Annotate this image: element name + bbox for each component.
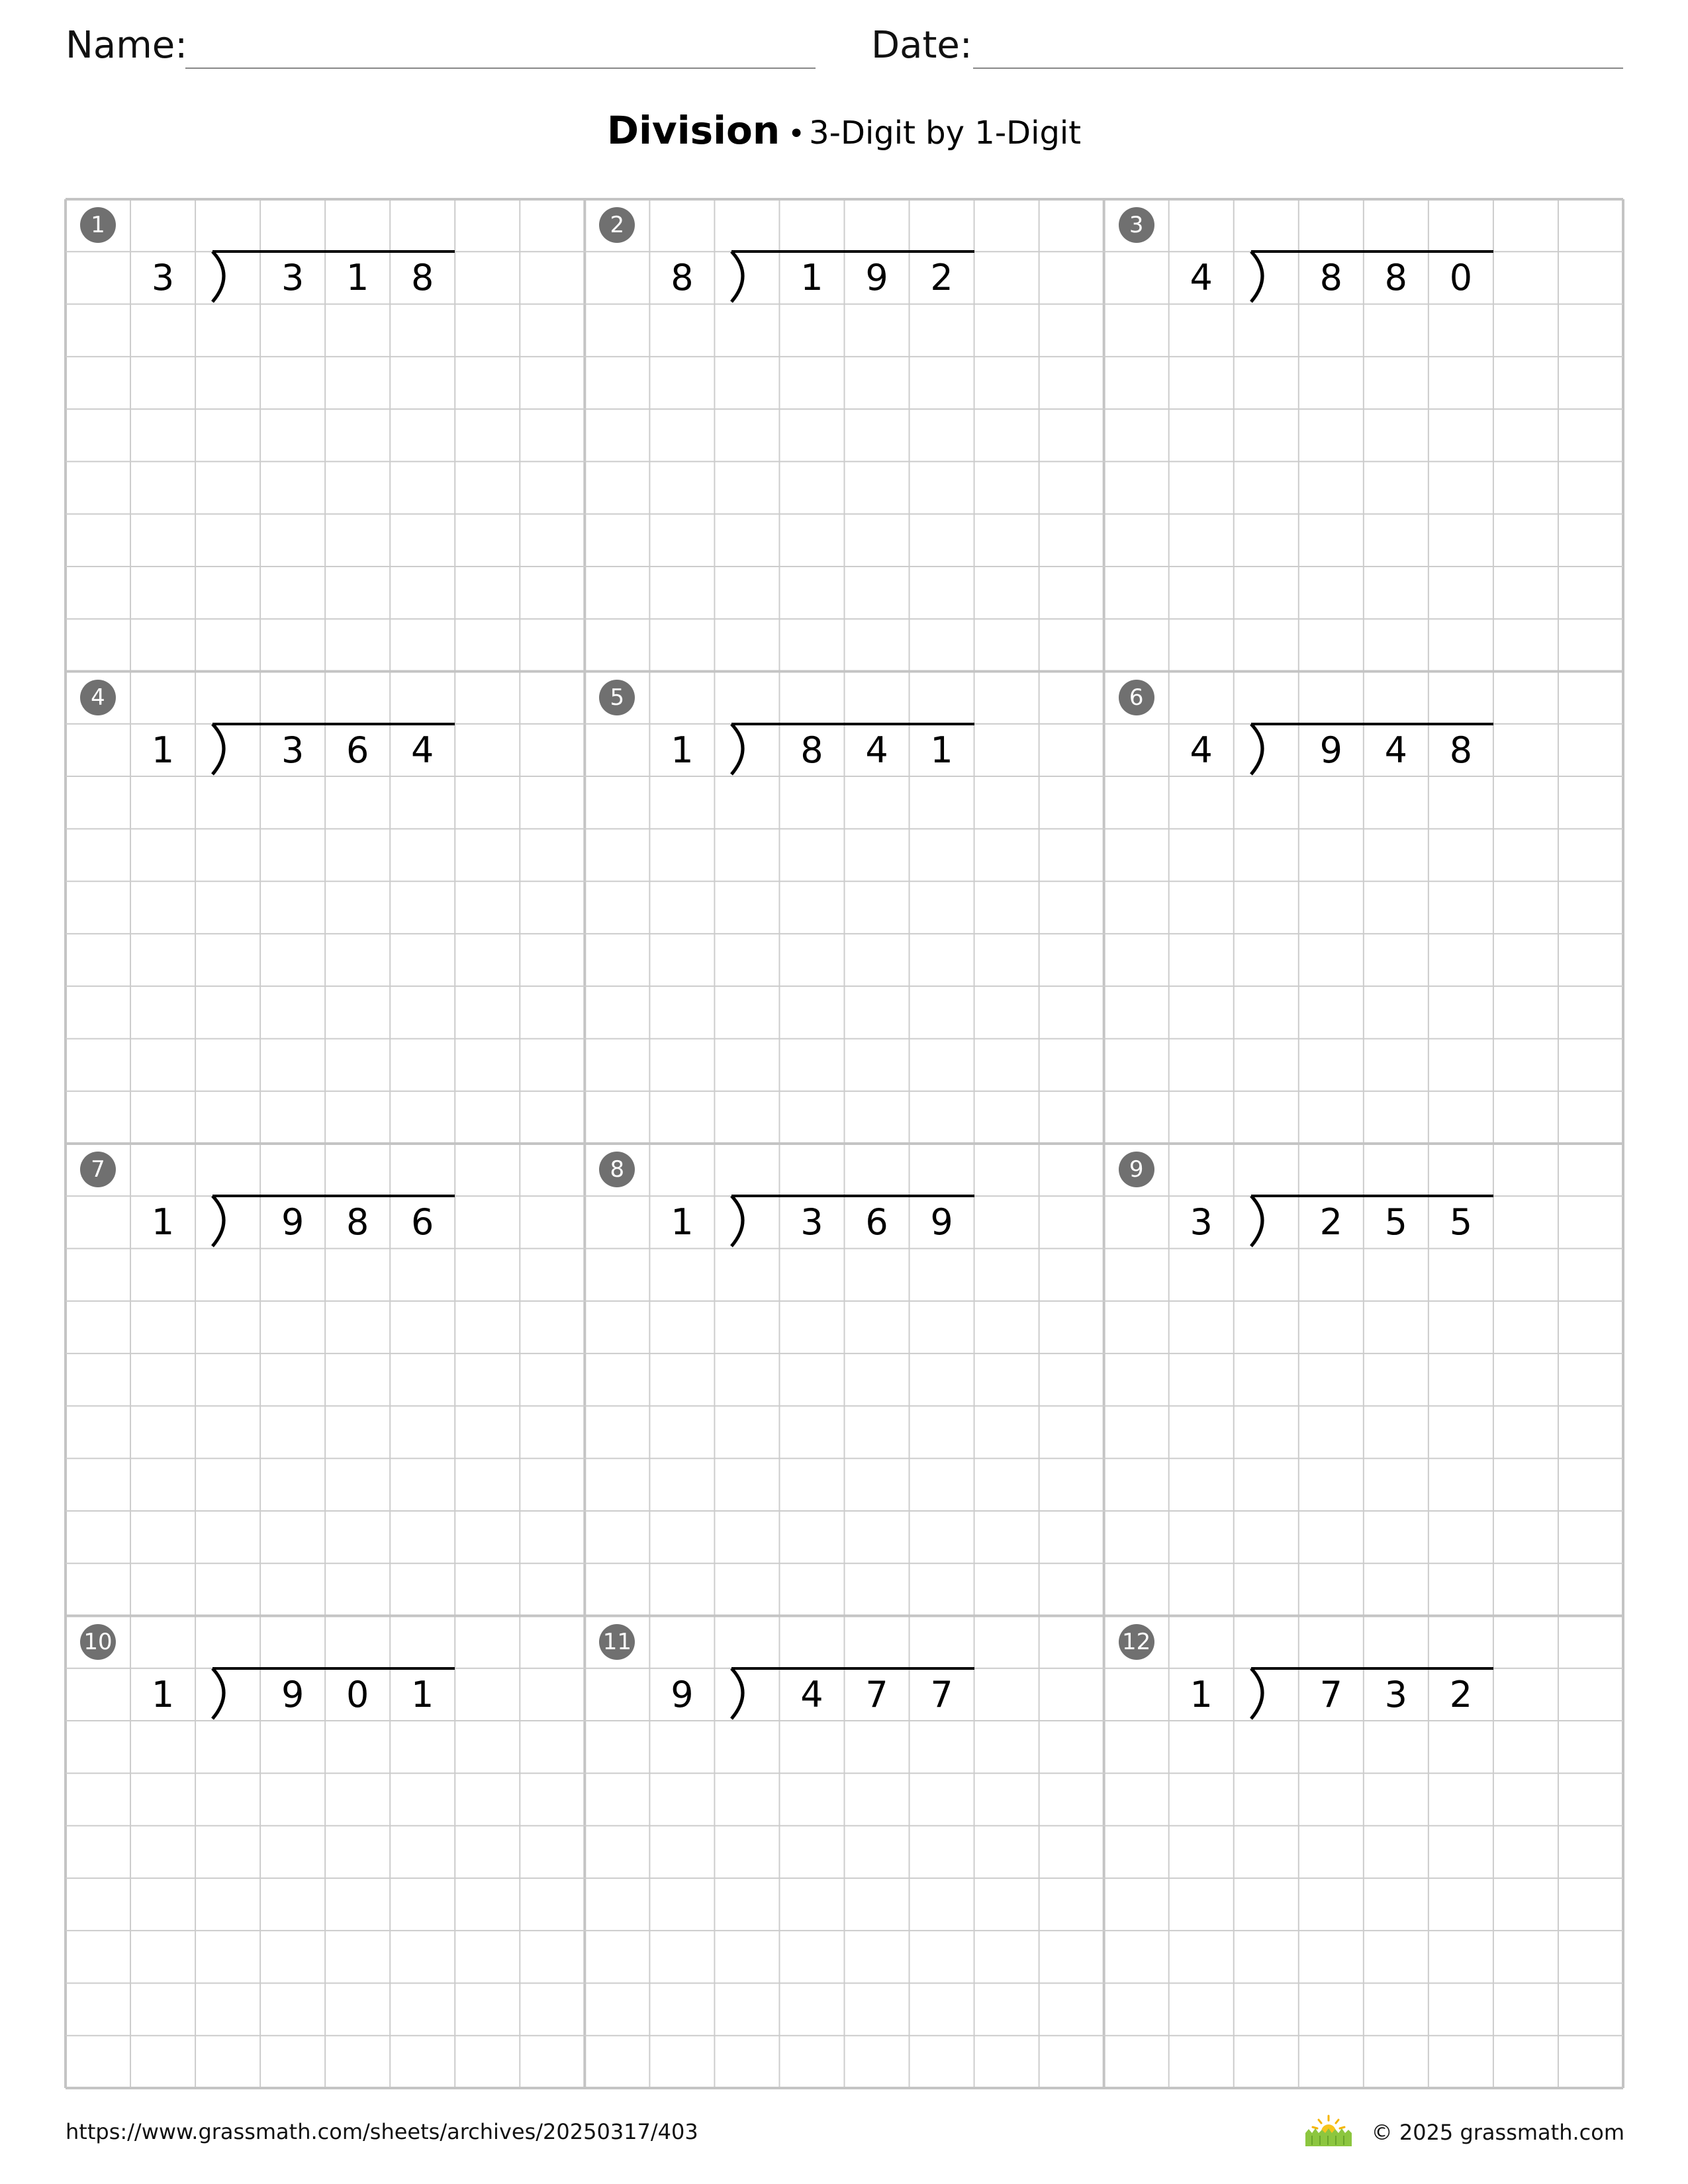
divisor: 1 xyxy=(671,1201,694,1244)
dividend-digit: 1 xyxy=(346,257,369,299)
dividend-digit: 4 xyxy=(865,729,888,771)
dividend-digit: 9 xyxy=(281,1201,305,1244)
problem-number-badge: 6 xyxy=(1119,680,1154,715)
title-main: Division xyxy=(606,108,780,153)
division-vinculum xyxy=(212,250,455,253)
division-bracket-icon xyxy=(1247,246,1287,306)
division-bracket-icon xyxy=(1247,1191,1287,1250)
division-bracket-icon xyxy=(209,1663,248,1723)
dividend-digit: 0 xyxy=(1449,257,1473,299)
dividend-digit: 9 xyxy=(1319,729,1342,771)
dividend-digit: 3 xyxy=(1384,1673,1408,1715)
division-bracket-icon xyxy=(727,1663,767,1723)
divisor: 4 xyxy=(1190,257,1213,299)
title-subtitle: 3-Digit by 1-Digit xyxy=(809,114,1082,152)
dividend-digit: 8 xyxy=(1319,257,1342,299)
dividend-digit: 9 xyxy=(865,257,888,299)
division-vinculum xyxy=(1251,723,1493,725)
footer-copyright: © 2025 grassmath.com xyxy=(1371,2120,1624,2145)
divisor: 8 xyxy=(671,257,694,299)
divisor: 1 xyxy=(151,1673,175,1715)
problem-number-badge: 1 xyxy=(80,207,116,243)
division-vinculum xyxy=(212,1195,455,1197)
dividend-digit: 8 xyxy=(1449,729,1473,771)
dividend-digit: 3 xyxy=(281,257,305,299)
division-bracket-icon xyxy=(1247,719,1287,778)
dividend-digit: 8 xyxy=(800,729,823,771)
dividend-digit: 0 xyxy=(346,1673,369,1715)
divisor: 3 xyxy=(1190,1201,1213,1244)
dividend-digit: 1 xyxy=(800,257,823,299)
dividend-digit: 6 xyxy=(865,1201,888,1244)
division-bracket-icon xyxy=(209,719,248,778)
divisor: 4 xyxy=(1190,729,1213,771)
name-label: Name: xyxy=(66,24,188,67)
division-bracket-icon xyxy=(1247,1663,1287,1723)
divisor: 9 xyxy=(671,1673,694,1715)
dividend-digit: 9 xyxy=(930,1201,953,1244)
worksheet-title xyxy=(0,101,1688,170)
date-line[interactable] xyxy=(973,68,1623,69)
division-vinculum xyxy=(731,1195,974,1197)
division-bracket-icon xyxy=(727,1191,767,1250)
division-vinculum xyxy=(731,723,974,725)
divisor: 1 xyxy=(671,729,694,771)
divisor: 1 xyxy=(1190,1673,1213,1715)
dividend-digit: 2 xyxy=(1449,1673,1473,1715)
divisor: 1 xyxy=(151,1201,175,1244)
footer-brand xyxy=(1305,2118,1624,2146)
problem-number-badge: 2 xyxy=(599,207,635,243)
problem-number-badge: 4 xyxy=(80,680,116,715)
date-label: Date: xyxy=(871,24,972,67)
grass-sun-logo-icon xyxy=(1305,2115,1352,2146)
division-vinculum xyxy=(731,250,974,253)
dividend-digit: 7 xyxy=(930,1673,953,1715)
division-vinculum xyxy=(212,1667,455,1670)
dividend-digit: 5 xyxy=(1449,1201,1473,1244)
division-bracket-icon xyxy=(727,719,767,778)
dividend-digit: 8 xyxy=(346,1201,369,1244)
problem-number-badge: 9 xyxy=(1119,1152,1154,1187)
dividend-digit: 5 xyxy=(1384,1201,1408,1244)
dividend-digit: 1 xyxy=(411,1673,434,1715)
division-bracket-icon xyxy=(209,1191,248,1250)
division-vinculum xyxy=(1251,1667,1493,1670)
divisor: 3 xyxy=(151,257,175,299)
dividend-digit: 4 xyxy=(411,729,434,771)
title-bullet: • xyxy=(788,117,806,151)
dividend-digit: 8 xyxy=(411,257,434,299)
dividend-digit: 6 xyxy=(411,1201,434,1244)
dividend-digit: 3 xyxy=(800,1201,823,1244)
name-line[interactable] xyxy=(185,68,816,69)
dividend-digit: 6 xyxy=(346,729,369,771)
division-vinculum xyxy=(212,723,455,725)
problem-number-badge: 11 xyxy=(599,1624,635,1660)
dividend-digit: 7 xyxy=(1319,1673,1342,1715)
dividend-digit: 7 xyxy=(865,1673,888,1715)
dividend-digit: 4 xyxy=(1384,729,1408,771)
problem-number-badge: 5 xyxy=(599,680,635,715)
dividend-digit: 4 xyxy=(800,1673,823,1715)
division-bracket-icon xyxy=(727,246,767,306)
dividend-digit: 2 xyxy=(1319,1201,1342,1244)
dividend-digit: 1 xyxy=(930,729,953,771)
problem-number-badge: 3 xyxy=(1119,207,1154,243)
problem-number-badge: 7 xyxy=(80,1152,116,1187)
divisor: 1 xyxy=(151,729,175,771)
problem-number-badge: 12 xyxy=(1119,1624,1154,1660)
dividend-digit: 3 xyxy=(281,729,305,771)
division-vinculum xyxy=(731,1667,974,1670)
dividend-digit: 2 xyxy=(930,257,953,299)
problem-number-badge: 8 xyxy=(599,1152,635,1187)
division-vinculum xyxy=(1251,250,1493,253)
dividend-digit: 8 xyxy=(1384,257,1408,299)
dividend-digit: 9 xyxy=(281,1673,305,1715)
problem-number-badge: 10 xyxy=(80,1624,116,1660)
footer-url: https://www.grassmath.com/sheets/archives/20250317/403 xyxy=(66,2119,698,2144)
division-vinculum xyxy=(1251,1195,1493,1197)
division-bracket-icon xyxy=(209,246,248,306)
